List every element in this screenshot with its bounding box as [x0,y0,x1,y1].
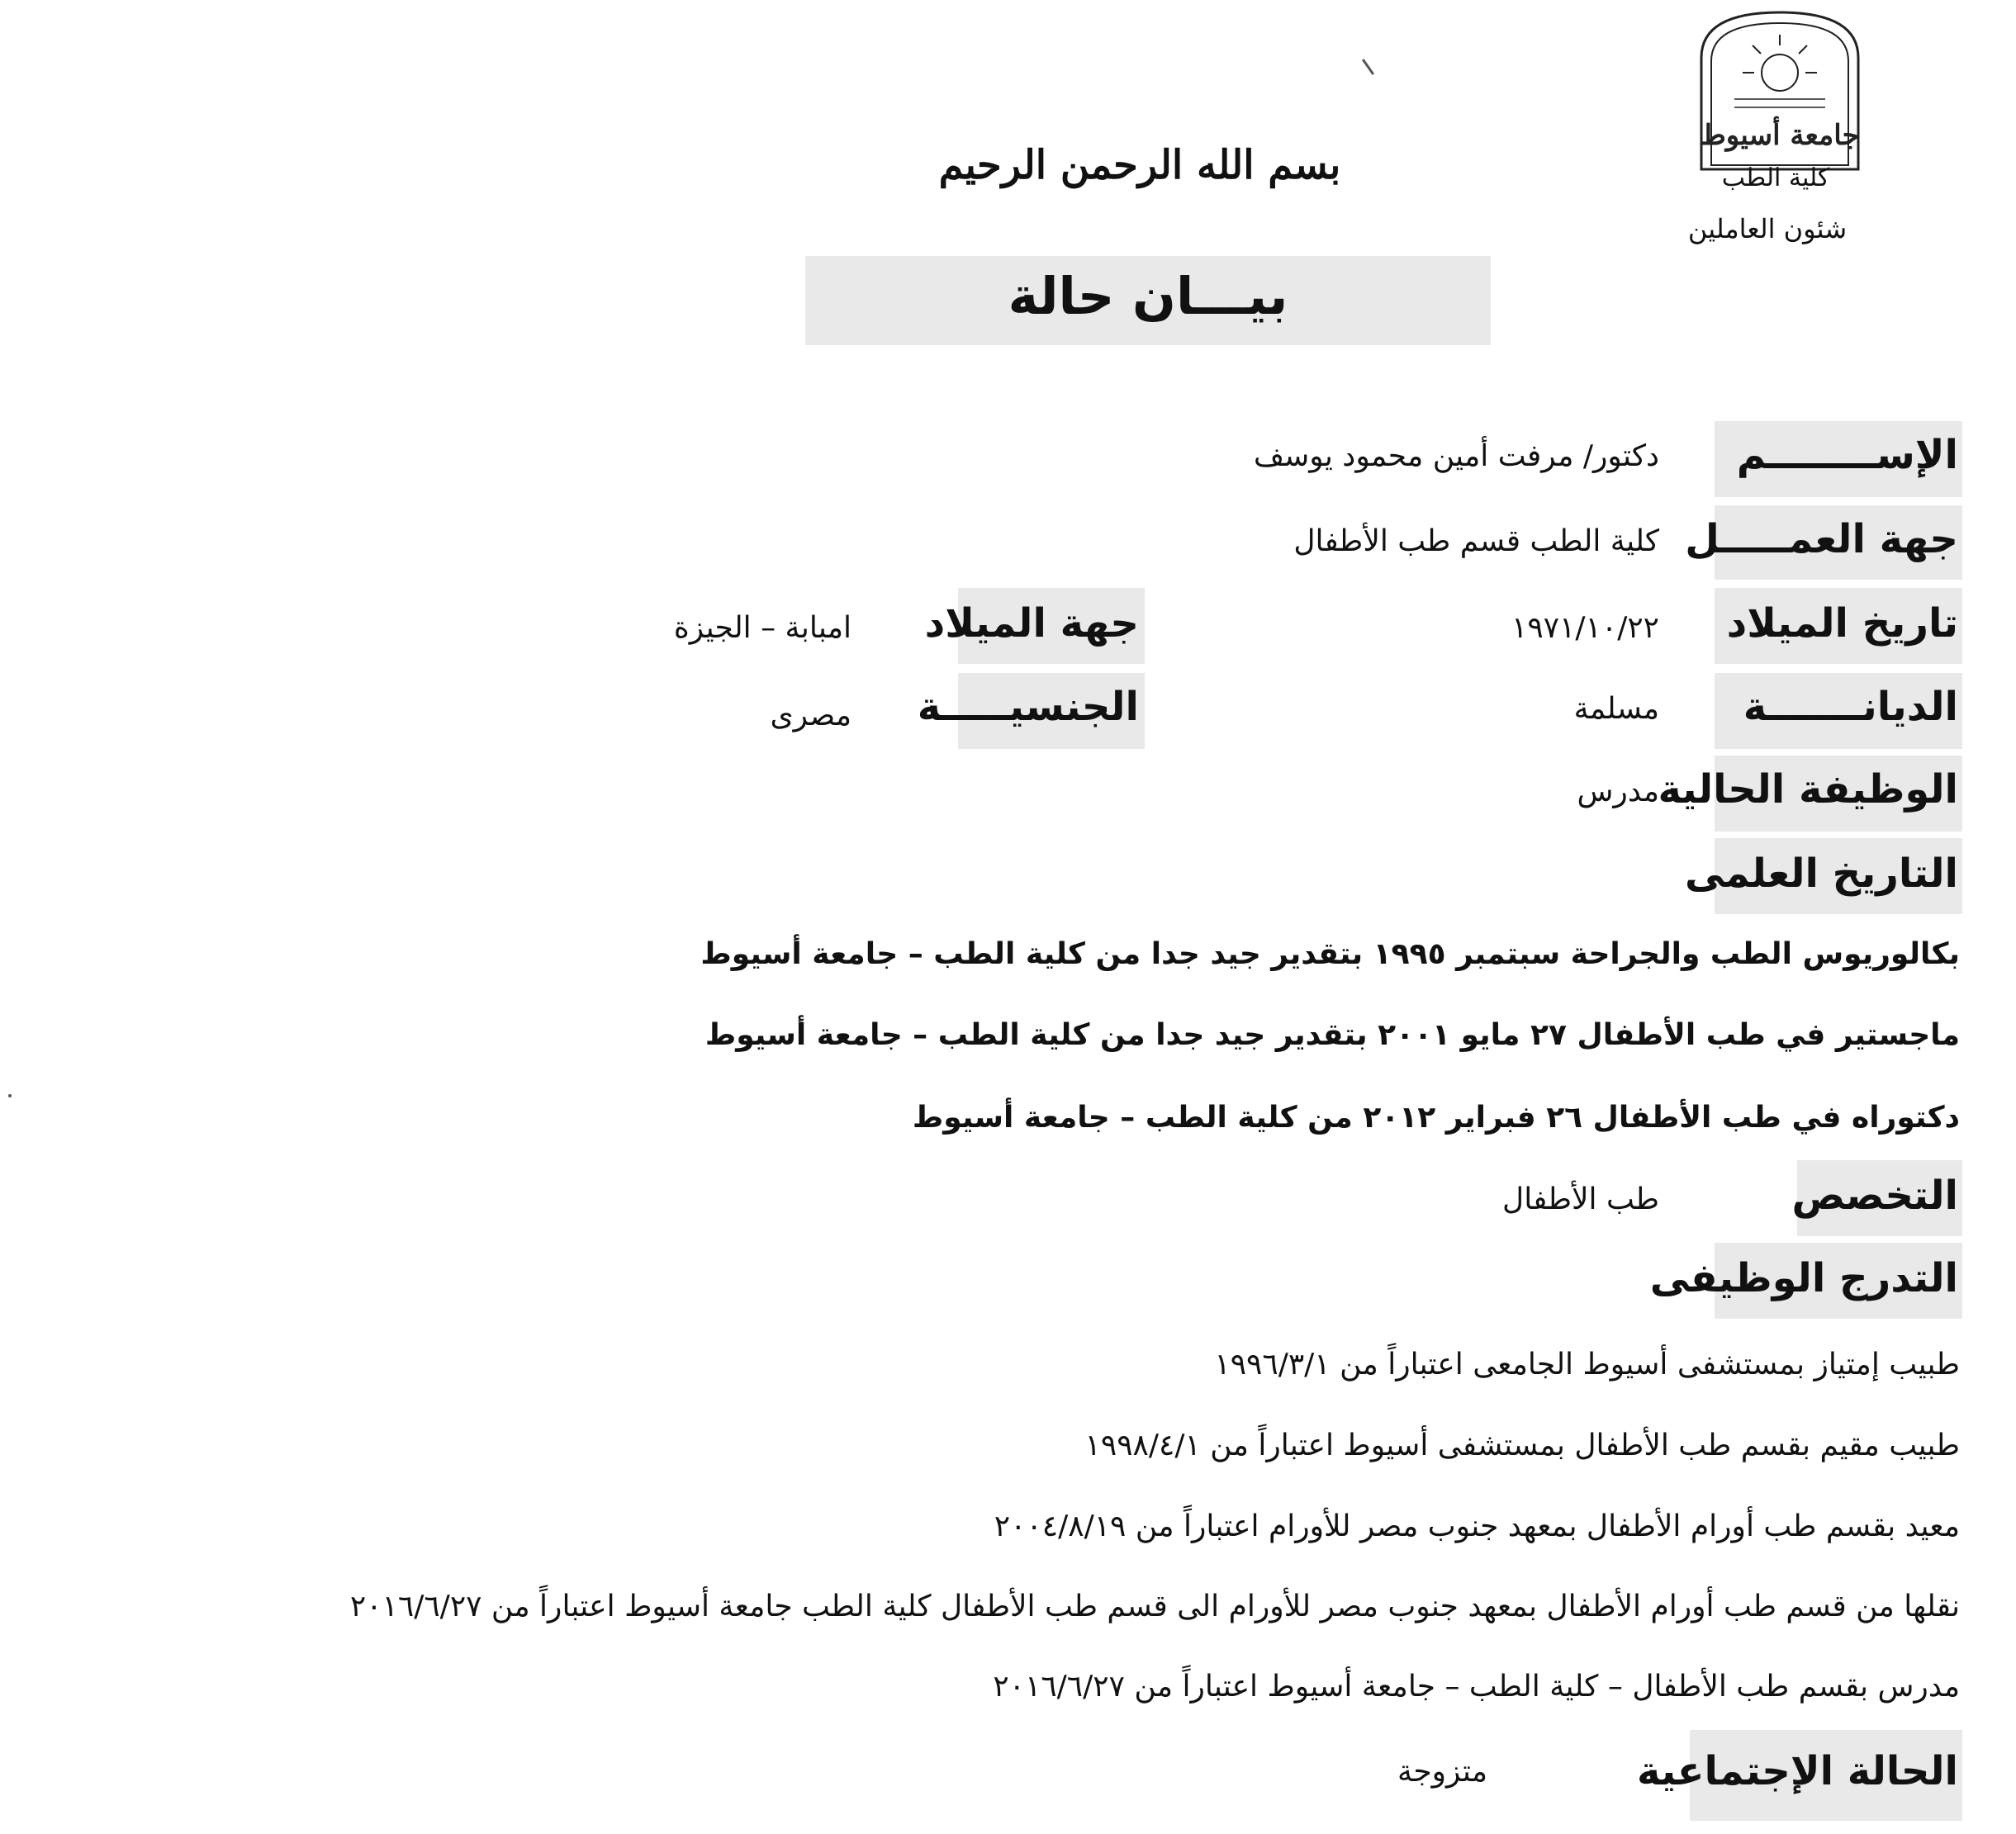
academic-heading: التاريخ العلمى [1685,851,1958,897]
religion-label: الديانـــــــة [1743,684,1958,730]
name-value: دكتور/ مرفت أمين محمود يوسف [1253,439,1659,473]
scan-mark [1362,59,1374,75]
specialty-label: التخصص [1791,1173,1958,1219]
career-item: نقلها من قسم طب أورام الأطفال بمعهد جنوب مصر للأورام الى قسم طب الأطفال كلية الطب جامعة أسيوط اعتباراً من ٢٠١٦/٦/٢٧ [349,1590,1960,1623]
academic-item: دكتوراه في طب الأطفال ٢٦ فبراير ٢٠١٢ من كلية الطب – جامعة أسيوط [912,1101,1960,1135]
page-title: بيـــان حالة [1008,266,1288,326]
career-item: مدرس بقسم طب الأطفال – كلية الطب – جامعة أسيوط اعتباراً من ٢٠١٦/٦/٢٧ [993,1670,1960,1704]
svg-text:جامعة أسيوط: جامعة أسيوط [1700,119,1860,152]
nationality-value: مصرى [770,699,851,732]
academic-item: ماجستير في طب الأطفال ٢٧ مايو ٢٠٠١ بتقدير جيد جدا من كلية الطب – جامعة أسيوط [704,1018,1960,1052]
marital-label: الحالة الإجتماعية [1636,1748,1958,1794]
academic-item: بكالوريوس الطب والجراحة سبتمبر ١٩٩٥ بتقدير جيد جدا من كلية الطب – جامعة أسيوط [700,937,1960,971]
scan-dot [8,1094,12,1097]
specialty-value: طب الأطفال [1502,1182,1659,1216]
logo-caption-department: شئون العاملين [1687,213,1848,244]
birth-place-label: جهة الميلاد [924,600,1139,647]
birth-place-value: امبابة – الجيزة [673,611,851,645]
career-item: طبيب إمتياز بمستشفى أسيوط الجامعى اعتباراً من ١٩٩٦/٣/١ [1214,1348,1960,1381]
current-job-value: مدرس [1577,775,1659,808]
workplace-label: جهة العمـــــل [1685,516,1958,562]
current-job-label: الوظيفة الحالية [1658,766,1958,813]
logo-caption-faculty: كلية الطب [1721,163,1830,192]
birth-date-value: ١٩٧١/١٠/٢٢ [1511,611,1659,645]
basmala: بسم الله الرحمن الرحيم [938,142,1341,188]
career-heading: التدرج الوظيفى [1649,1255,1958,1301]
career-item: معيد بقسم طب أورام الأطفال بمعهد جنوب مصر للأورام اعتباراً من ٢٠٠٤/٨/١٩ [994,1509,1960,1543]
birth-date-label: تاريخ الميلاد [1726,600,1958,647]
nationality-label: الجنسيـــــة [917,684,1139,730]
career-item: طبيب مقيم بقسم طب الأطفال بمستشفى أسيوط اعتباراً من ١٩٩٨/٤/١ [1084,1429,1960,1462]
workplace-value: كلية الطب قسم طب الأطفال [1293,524,1659,558]
name-label: الإســــــــم [1736,432,1958,478]
marital-value: متزوجة [1397,1755,1487,1789]
religion-value: مسلمة [1573,692,1659,726]
sun-arch-emblem-icon [1685,8,1875,173]
